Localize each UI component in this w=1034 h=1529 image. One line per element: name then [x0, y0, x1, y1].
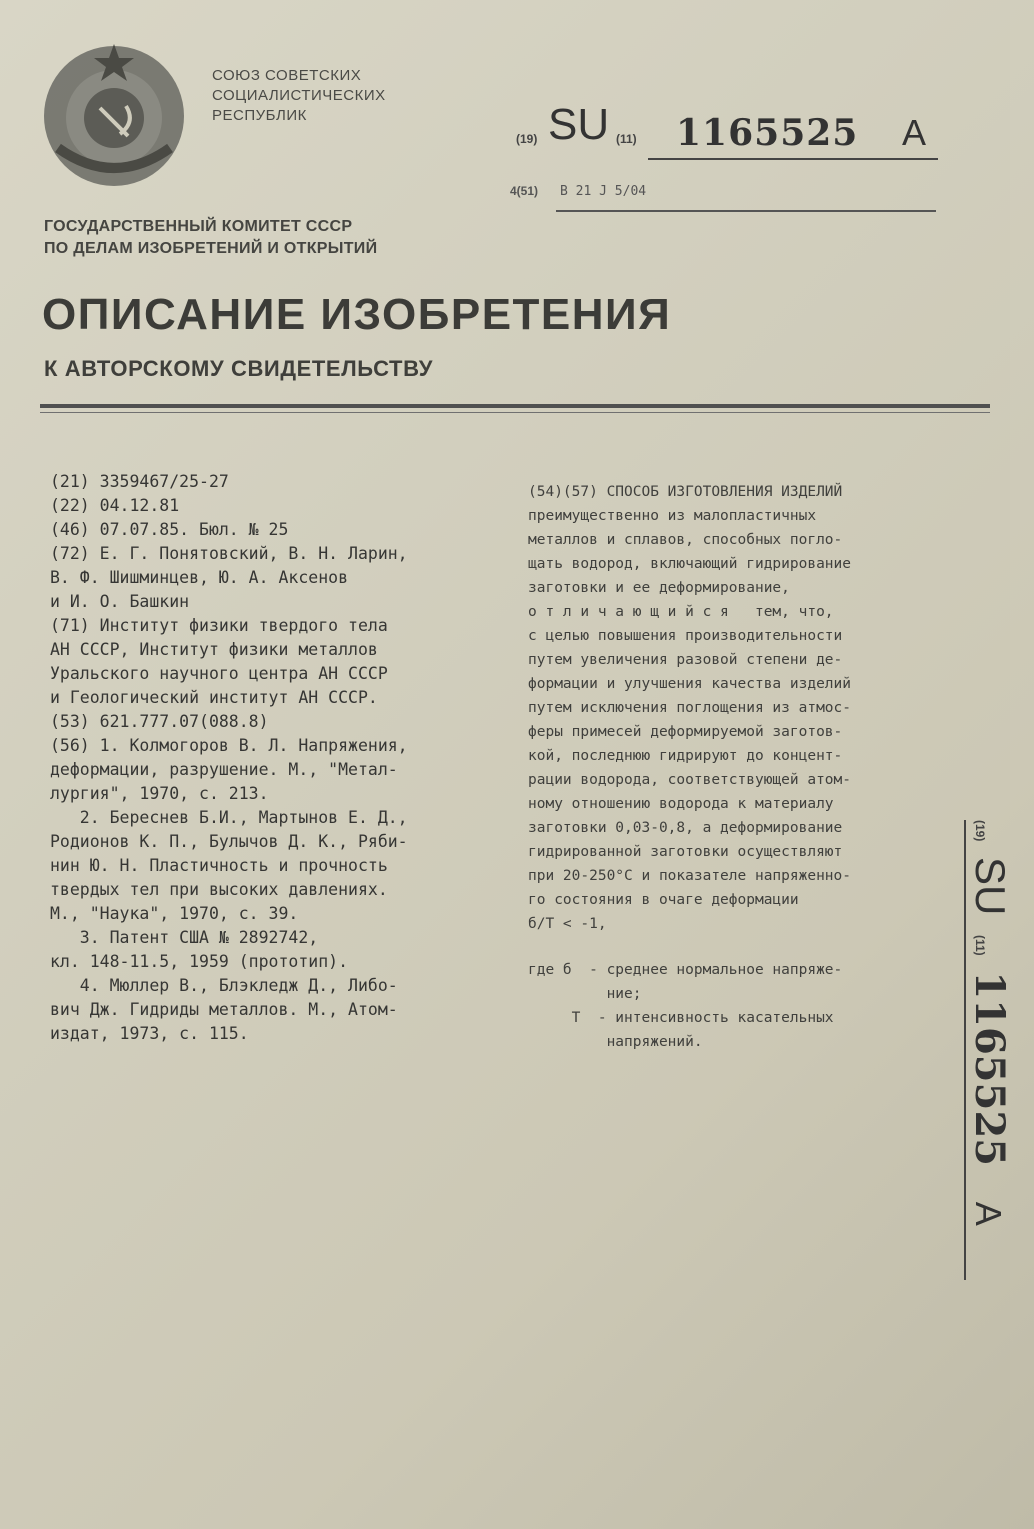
ussr-emblem — [38, 38, 190, 190]
vertical-kind-code: A — [968, 1201, 1009, 1226]
document-subtitle: К АВТОРСКОМУ СВИДЕТЕЛЬСТВУ — [44, 356, 434, 381]
vertical-inid-19: (19) — [973, 820, 987, 842]
committee-line: ПО ДЕЛАМ ИЗОБРЕТЕНИЙ И ОТКРЫТИЙ — [44, 240, 378, 257]
bibliographic-data: (21) 3359467/25-27 (22) 04.12.81 (46) 07.07.85. Бюл. № 25 (72) Е. Г. Понятовский, В. Н. Ларин, В. Ф. Шишминцев, Ю. А. Аксенов и И. О. Башкин (71) Институт физики твердого тела АН СССР, Институт физики металлов Уральского научного центра АН СССР и Геологический институт АН СССР. (53) 621.777.07(088.8) (56) 1. Колмогоров В. Л. Напряжения, деформации, разрушение. М., "Метал- лургия", 1970, с. 213. 2. Береснев Б.И., Мартынов Е. Д., Родионов К. П., Булычов Д. К., Ряби- нин Ю. Н. Пластичность и прочность твердых тел при высоких давлениях. М., "Наука", 1970, с. 39. 3. Патент США № 2892742, кл. 148-11.5, 1959 (прототип). 4. Мюллер В., Блэкледж Д., Либо- вич Дж. Гидриды металлов. М., Атом- издат, 1973, с. 115. — [50, 472, 408, 1043]
inid-code-19: (19) — [516, 132, 538, 146]
state-line: СОЦИАЛИСТИЧЕСКИХ — [212, 87, 386, 104]
ipc-inid-code: 4(51) — [510, 184, 539, 198]
committee-name — [44, 216, 377, 260]
patent-number-block — [516, 100, 936, 158]
document-title: ОПИСАНИЕ ИЗОБРЕТЕНИЯ — [42, 290, 672, 339]
ipc-underline — [556, 210, 936, 212]
state-name — [212, 66, 386, 126]
vertical-inid-11: (11) — [973, 934, 987, 956]
number-underline — [648, 158, 938, 160]
committee-line: ГОСУДАРСТВЕННЫЙ КОМИТЕТ СССР — [44, 218, 353, 235]
vertical-country-code: SU — [967, 856, 1014, 916]
claim-text: (54)(57) СПОСОБ ИЗГОТОВЛЕНИЯ ИЗДЕЛИЙ преимущественно из малопластичных металлов и сплавов, способных погло- щать водород, включающий гидрирование заготовки и ее деформирование, о т л и ч а ю щ и й с я тем, что, с целью повышения производительности путем увеличения разовой степени де- формации и улучшения качества изделий путем исключения поглощения из атмос- феры примесей деформируемой заготов- кой, последнюю гидрируют до концент- рации водорода, соответствующей атом- ному отношению водорода к материалу заготовки 0,03-0,8, а деформирование гидрированной заготовки осуществляют при 20-250°С и показателе напряженно- го состояния в очаге деформации б/Т < -1, — [528, 484, 852, 932]
inid-code-11: (11) — [616, 132, 637, 146]
vertical-patent-num: 1165525 — [966, 971, 1013, 1167]
country-code: SU — [548, 100, 610, 149]
vertical-patent-number — [962, 820, 1022, 1280]
symbol-definitions: где б - среднее нормальное напряже- ние; Т - интенсивность касательных напряжений. — [528, 962, 843, 1050]
ipc-classification — [510, 184, 940, 214]
header-rule-thin — [40, 412, 990, 413]
state-line: РЕСПУБЛИК — [212, 107, 307, 124]
state-line: СОЮЗ СОВЕТСКИХ — [212, 67, 362, 84]
header-rule-thick — [40, 404, 990, 408]
ipc-value: B 21 J 5/04 — [560, 184, 647, 199]
patent-number: 1165525 — [676, 112, 859, 154]
kind-code: A — [902, 112, 927, 153]
